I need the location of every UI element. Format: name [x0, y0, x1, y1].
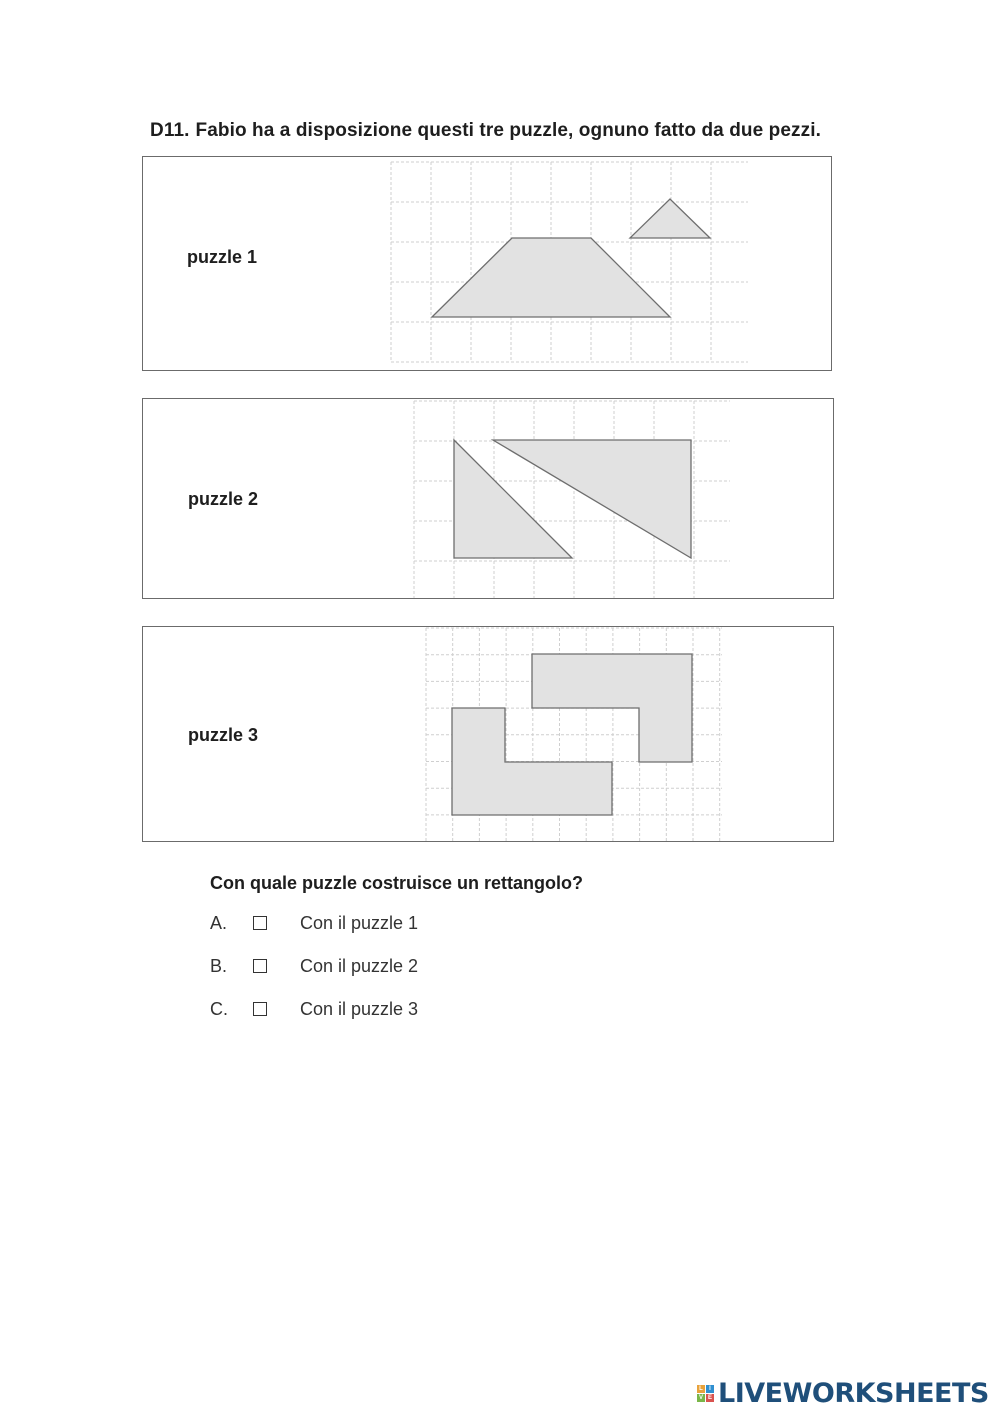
puzzle-3-figure	[143, 627, 835, 843]
option-b-checkbox[interactable]	[253, 959, 267, 973]
option-a-letter: A.	[210, 913, 228, 933]
puzzle-1-triangle-piece	[630, 199, 710, 238]
option-b-letter: B.	[210, 956, 228, 976]
question-number: D11.	[150, 120, 190, 141]
option-b-text: Con il puzzle 2	[300, 956, 419, 976]
option-c-text: Con il puzzle 3	[300, 999, 419, 1019]
puzzle-2-label: puzzle 2	[188, 489, 259, 509]
puzzle-2-figure	[143, 399, 835, 600]
puzzle-panel-1	[142, 156, 832, 371]
puzzle-1-trapezoid-piece	[432, 238, 670, 317]
puzzle-panel-2	[142, 398, 834, 599]
option-c-letter: C.	[210, 999, 228, 1019]
logo-mark-v: V	[698, 1394, 703, 1401]
option-c-checkbox[interactable]	[253, 1002, 267, 1016]
logo-mark-icon	[697, 1385, 714, 1402]
puzzle-3-upper-piece	[532, 654, 692, 762]
logo-wordmark: LIVEWORKSHEETS	[718, 1377, 989, 1409]
puzzle-1-figure	[143, 157, 833, 372]
puzzle-3-label: puzzle 3	[188, 725, 259, 745]
question-intro: Fabio ha a disposizione questi tre puzzle, ognuno fatto da due pezzi.	[195, 120, 821, 141]
question-title	[150, 120, 821, 142]
puzzle-3-lower-piece	[452, 708, 612, 815]
puzzle-1-label: puzzle 1	[187, 247, 258, 267]
option-a-checkbox[interactable]	[253, 916, 267, 930]
logo-mark-e: E	[707, 1394, 712, 1401]
option-a-text: Con il puzzle 1	[300, 913, 419, 933]
liveworksheets-logo	[697, 1378, 989, 1408]
puzzle-panel-3	[142, 626, 834, 842]
question-prompt: Con quale puzzle costruisce un rettangolo?	[210, 873, 584, 893]
logo-mark-l: L	[697, 1385, 705, 1393]
logo-mark-i: I	[706, 1385, 714, 1393]
